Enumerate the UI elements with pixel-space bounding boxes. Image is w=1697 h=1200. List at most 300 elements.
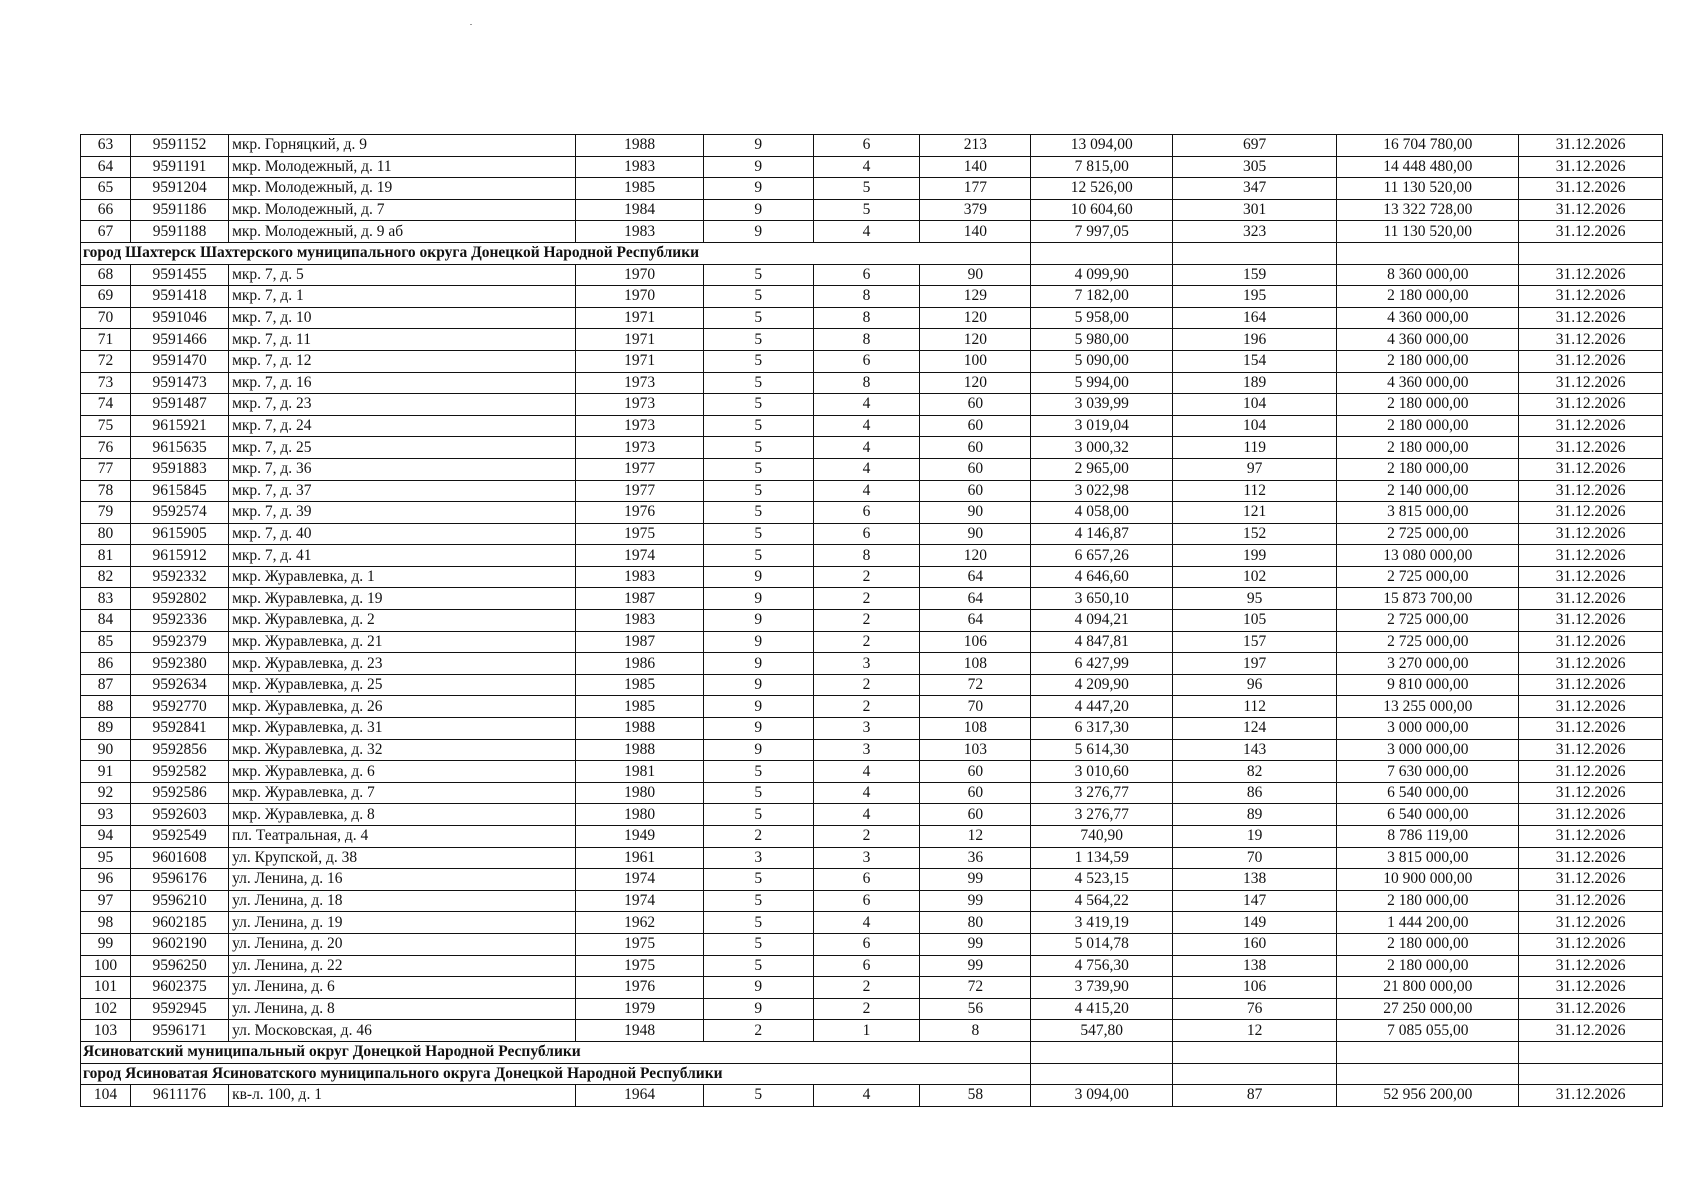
cell-area: 4 099,90	[1031, 264, 1173, 286]
cell-apartments: 177	[920, 178, 1031, 200]
cell-apartments: 103	[920, 739, 1031, 761]
cell-deadline: 31.12.2026	[1519, 221, 1663, 243]
cell-building-id: 9591191	[131, 156, 229, 178]
cell-building-id: 9591466	[131, 329, 229, 351]
cell-residents: 199	[1172, 545, 1336, 567]
cell-building-id: 9592582	[131, 761, 229, 783]
cell-building-id: 9602185	[131, 912, 229, 934]
cell-floors: 5	[703, 458, 813, 480]
cell-floors: 5	[703, 480, 813, 502]
cell-entrances: 4	[813, 394, 920, 416]
cell-entrances: 4	[813, 1085, 920, 1107]
cell-address: ул. Ленина, д. 6	[229, 977, 576, 999]
cell-residents: 152	[1172, 523, 1336, 545]
cell-deadline: 31.12.2026	[1519, 566, 1663, 588]
cell-entrances: 8	[813, 372, 920, 394]
cell-residents: 82	[1172, 761, 1336, 783]
cell-area: 13 094,00	[1031, 135, 1173, 157]
cell-address: мкр. Журавлевка, д. 31	[229, 718, 576, 740]
cell-floors: 9	[703, 739, 813, 761]
housing-register-table	[80, 134, 1663, 1107]
cell-residents: 159	[1172, 264, 1336, 286]
table-row	[81, 178, 1663, 200]
cell-building-id: 9592379	[131, 631, 229, 653]
cell-area: 7 815,00	[1031, 156, 1173, 178]
cell-building-id: 9591455	[131, 264, 229, 286]
table-row	[81, 135, 1663, 157]
cell-apartments: 8	[920, 1020, 1031, 1042]
table-row	[81, 761, 1663, 783]
cell-building-id: 9591186	[131, 199, 229, 221]
cell-row-number: 91	[81, 761, 131, 783]
cell-address: мкр. Журавлевка, д. 8	[229, 804, 576, 826]
cell-building-id: 9592770	[131, 696, 229, 718]
cell-address: мкр. 7, д. 24	[229, 415, 576, 437]
cell-entrances: 2	[813, 566, 920, 588]
cell-year-built: 1984	[576, 199, 703, 221]
cell-deadline: 31.12.2026	[1519, 502, 1663, 524]
cell-cost: 1 444 200,00	[1337, 912, 1519, 934]
cell-row-number: 102	[81, 998, 131, 1020]
cell-deadline: 31.12.2026	[1519, 912, 1663, 934]
cell-entrances: 8	[813, 545, 920, 567]
cell-cost: 2 180 000,00	[1337, 350, 1519, 372]
cell-address: мкр. 7, д. 39	[229, 502, 576, 524]
cell-entrances: 8	[813, 329, 920, 351]
cell-residents: 160	[1172, 933, 1336, 955]
empty-cell	[1519, 1063, 1663, 1085]
cell-cost: 7 085 055,00	[1337, 1020, 1519, 1042]
cell-area: 4 847,81	[1031, 631, 1173, 653]
cell-entrances: 2	[813, 588, 920, 610]
cell-address: мкр. Журавлевка, д. 19	[229, 588, 576, 610]
cell-area: 3 276,77	[1031, 782, 1173, 804]
cell-building-id: 9601608	[131, 847, 229, 869]
cell-apartments: 99	[920, 890, 1031, 912]
table-row	[81, 264, 1663, 286]
cell-building-id: 9602190	[131, 933, 229, 955]
cell-cost: 3 000 000,00	[1337, 739, 1519, 761]
cell-entrances: 8	[813, 286, 920, 308]
cell-address: ул. Ленина, д. 20	[229, 933, 576, 955]
cell-cost: 4 360 000,00	[1337, 372, 1519, 394]
cell-residents: 119	[1172, 437, 1336, 459]
cell-year-built: 1987	[576, 631, 703, 653]
cell-deadline: 31.12.2026	[1519, 782, 1663, 804]
cell-deadline: 31.12.2026	[1519, 955, 1663, 977]
cell-residents: 86	[1172, 782, 1336, 804]
cell-row-number: 78	[81, 480, 131, 502]
cell-area: 3 094,00	[1031, 1085, 1173, 1107]
table-row	[81, 955, 1663, 977]
cell-apartments: 60	[920, 480, 1031, 502]
cell-area: 4 447,20	[1031, 696, 1173, 718]
empty-cell	[1031, 1063, 1173, 1085]
cell-floors: 5	[703, 1085, 813, 1107]
cell-address: мкр. Журавлевка, д. 2	[229, 610, 576, 632]
cell-area: 3 000,32	[1031, 437, 1173, 459]
table-row	[81, 329, 1663, 351]
cell-year-built: 1970	[576, 264, 703, 286]
cell-building-id: 9591473	[131, 372, 229, 394]
cell-deadline: 31.12.2026	[1519, 329, 1663, 351]
cell-row-number: 74	[81, 394, 131, 416]
cell-cost: 11 130 520,00	[1337, 221, 1519, 243]
table-row	[81, 782, 1663, 804]
cell-floors: 5	[703, 502, 813, 524]
cell-address: пл. Театральная, д. 4	[229, 826, 576, 848]
cell-cost: 13 322 728,00	[1337, 199, 1519, 221]
cell-deadline: 31.12.2026	[1519, 696, 1663, 718]
cell-apartments: 120	[920, 307, 1031, 329]
empty-cell	[1031, 1041, 1173, 1063]
cell-year-built: 1985	[576, 696, 703, 718]
cell-row-number: 73	[81, 372, 131, 394]
cell-cost: 8 360 000,00	[1337, 264, 1519, 286]
cell-cost: 10 900 000,00	[1337, 869, 1519, 891]
cell-address: мкр. Журавлевка, д. 7	[229, 782, 576, 804]
cell-area: 3 039,99	[1031, 394, 1173, 416]
cell-entrances: 2	[813, 610, 920, 632]
cell-floors: 5	[703, 890, 813, 912]
cell-year-built: 1980	[576, 804, 703, 826]
empty-cell	[1172, 1041, 1336, 1063]
cell-year-built: 1973	[576, 394, 703, 416]
cell-apartments: 64	[920, 610, 1031, 632]
cell-apartments: 90	[920, 264, 1031, 286]
cell-row-number: 104	[81, 1085, 131, 1107]
empty-cell	[1337, 1041, 1519, 1063]
cell-area: 12 526,00	[1031, 178, 1173, 200]
cell-floors: 9	[703, 199, 813, 221]
cell-year-built: 1949	[576, 826, 703, 848]
cell-deadline: 31.12.2026	[1519, 1020, 1663, 1042]
cell-building-id: 9592574	[131, 502, 229, 524]
cell-apartments: 99	[920, 955, 1031, 977]
cell-building-id: 9615912	[131, 545, 229, 567]
cell-address: мкр. 7, д. 10	[229, 307, 576, 329]
cell-building-id: 9615635	[131, 437, 229, 459]
cell-building-id: 9591487	[131, 394, 229, 416]
cell-floors: 9	[703, 998, 813, 1020]
cell-cost: 2 180 000,00	[1337, 415, 1519, 437]
table-row	[81, 933, 1663, 955]
cell-residents: 89	[1172, 804, 1336, 826]
cell-cost: 3 815 000,00	[1337, 502, 1519, 524]
cell-residents: 195	[1172, 286, 1336, 308]
cell-cost: 11 130 520,00	[1337, 178, 1519, 200]
cell-entrances: 6	[813, 264, 920, 286]
section-header-row	[81, 1063, 1663, 1085]
cell-year-built: 1988	[576, 135, 703, 157]
cell-address: мкр. 7, д. 36	[229, 458, 576, 480]
cell-apartments: 58	[920, 1085, 1031, 1107]
cell-residents: 105	[1172, 610, 1336, 632]
table-row	[81, 199, 1663, 221]
cell-floors: 9	[703, 610, 813, 632]
cell-apartments: 90	[920, 502, 1031, 524]
cell-cost: 9 810 000,00	[1337, 674, 1519, 696]
cell-floors: 5	[703, 523, 813, 545]
cell-row-number: 76	[81, 437, 131, 459]
cell-floors: 5	[703, 912, 813, 934]
scan-speck	[470, 24, 472, 25]
cell-row-number: 77	[81, 458, 131, 480]
cell-cost: 2 725 000,00	[1337, 566, 1519, 588]
cell-deadline: 31.12.2026	[1519, 480, 1663, 502]
cell-address: мкр. 7, д. 25	[229, 437, 576, 459]
cell-building-id: 9615921	[131, 415, 229, 437]
cell-cost: 21 800 000,00	[1337, 977, 1519, 999]
cell-deadline: 31.12.2026	[1519, 588, 1663, 610]
cell-apartments: 379	[920, 199, 1031, 221]
cell-row-number: 98	[81, 912, 131, 934]
cell-building-id: 9591470	[131, 350, 229, 372]
cell-area: 3 650,10	[1031, 588, 1173, 610]
cell-address: ул. Крупской, д. 38	[229, 847, 576, 869]
cell-row-number: 86	[81, 653, 131, 675]
table-row	[81, 890, 1663, 912]
empty-cell	[1519, 242, 1663, 264]
cell-floors: 9	[703, 156, 813, 178]
cell-floors: 9	[703, 178, 813, 200]
cell-deadline: 31.12.2026	[1519, 545, 1663, 567]
cell-cost: 4 360 000,00	[1337, 329, 1519, 351]
cell-deadline: 31.12.2026	[1519, 307, 1663, 329]
cell-apartments: 80	[920, 912, 1031, 934]
cell-floors: 9	[703, 718, 813, 740]
cell-building-id: 9592549	[131, 826, 229, 848]
cell-building-id: 9592945	[131, 998, 229, 1020]
cell-address: ул. Московская, д. 46	[229, 1020, 576, 1042]
cell-deadline: 31.12.2026	[1519, 869, 1663, 891]
cell-cost: 14 448 480,00	[1337, 156, 1519, 178]
cell-apartments: 60	[920, 415, 1031, 437]
cell-row-number: 75	[81, 415, 131, 437]
cell-row-number: 70	[81, 307, 131, 329]
cell-cost: 2 180 000,00	[1337, 890, 1519, 912]
cell-cost: 2 180 000,00	[1337, 955, 1519, 977]
cell-deadline: 31.12.2026	[1519, 998, 1663, 1020]
cell-address: ул. Ленина, д. 18	[229, 890, 576, 912]
cell-deadline: 31.12.2026	[1519, 718, 1663, 740]
cell-floors: 5	[703, 307, 813, 329]
cell-building-id: 9591188	[131, 221, 229, 243]
cell-deadline: 31.12.2026	[1519, 199, 1663, 221]
cell-residents: 112	[1172, 480, 1336, 502]
cell-year-built: 1983	[576, 221, 703, 243]
cell-area: 4 146,87	[1031, 523, 1173, 545]
cell-address: мкр. 7, д. 5	[229, 264, 576, 286]
cell-cost: 27 250 000,00	[1337, 998, 1519, 1020]
cell-row-number: 68	[81, 264, 131, 286]
cell-address: мкр. Журавлевка, д. 1	[229, 566, 576, 588]
cell-area: 5 090,00	[1031, 350, 1173, 372]
cell-deadline: 31.12.2026	[1519, 631, 1663, 653]
cell-residents: 138	[1172, 955, 1336, 977]
cell-entrances: 1	[813, 1020, 920, 1042]
cell-year-built: 1971	[576, 350, 703, 372]
cell-address: мкр. Журавлевка, д. 23	[229, 653, 576, 675]
cell-floors: 5	[703, 782, 813, 804]
cell-year-built: 1985	[576, 178, 703, 200]
table-row	[81, 350, 1663, 372]
cell-building-id: 9592380	[131, 653, 229, 675]
cell-deadline: 31.12.2026	[1519, 826, 1663, 848]
cell-year-built: 1976	[576, 977, 703, 999]
cell-area: 2 965,00	[1031, 458, 1173, 480]
cell-area: 3 010,60	[1031, 761, 1173, 783]
cell-floors: 9	[703, 221, 813, 243]
cell-apartments: 60	[920, 458, 1031, 480]
cell-address: мкр. Журавлевка, д. 32	[229, 739, 576, 761]
cell-cost: 16 704 780,00	[1337, 135, 1519, 157]
cell-residents: 97	[1172, 458, 1336, 480]
table-row	[81, 739, 1663, 761]
cell-cost: 2 180 000,00	[1337, 286, 1519, 308]
cell-residents: 157	[1172, 631, 1336, 653]
cell-residents: 138	[1172, 869, 1336, 891]
cell-year-built: 1983	[576, 156, 703, 178]
section-title: город Шахтерск Шахтерского муниципального округа Донецкой Народной Республики	[81, 242, 1031, 264]
cell-year-built: 1973	[576, 372, 703, 394]
cell-residents: 12	[1172, 1020, 1336, 1042]
cell-address: мкр. 7, д. 37	[229, 480, 576, 502]
cell-residents: 147	[1172, 890, 1336, 912]
cell-building-id: 9592603	[131, 804, 229, 826]
cell-building-id: 9592332	[131, 566, 229, 588]
empty-cell	[1031, 242, 1173, 264]
cell-entrances: 6	[813, 350, 920, 372]
cell-cost: 8 786 119,00	[1337, 826, 1519, 848]
cell-entrances: 8	[813, 307, 920, 329]
table-row	[81, 372, 1663, 394]
cell-cost: 3 270 000,00	[1337, 653, 1519, 675]
cell-entrances: 2	[813, 998, 920, 1020]
cell-residents: 149	[1172, 912, 1336, 934]
cell-address: мкр. Горняцкий, д. 9	[229, 135, 576, 157]
table-row	[81, 286, 1663, 308]
cell-entrances: 6	[813, 933, 920, 955]
cell-entrances: 2	[813, 826, 920, 848]
cell-building-id: 9591046	[131, 307, 229, 329]
cell-cost: 6 540 000,00	[1337, 782, 1519, 804]
cell-row-number: 96	[81, 869, 131, 891]
cell-deadline: 31.12.2026	[1519, 653, 1663, 675]
cell-address: мкр. 7, д. 40	[229, 523, 576, 545]
cell-cost: 2 725 000,00	[1337, 631, 1519, 653]
cell-floors: 9	[703, 674, 813, 696]
table-row	[81, 631, 1663, 653]
cell-floors: 2	[703, 1020, 813, 1042]
cell-address: мкр. Молодежный, д. 11	[229, 156, 576, 178]
cell-row-number: 94	[81, 826, 131, 848]
cell-apartments: 60	[920, 761, 1031, 783]
cell-area: 3 276,77	[1031, 804, 1173, 826]
cell-area: 4 523,15	[1031, 869, 1173, 891]
cell-floors: 9	[703, 631, 813, 653]
cell-entrances: 4	[813, 782, 920, 804]
cell-year-built: 1975	[576, 523, 703, 545]
cell-cost: 15 873 700,00	[1337, 588, 1519, 610]
cell-address: мкр. Молодежный, д. 7	[229, 199, 576, 221]
cell-residents: 121	[1172, 502, 1336, 524]
cell-deadline: 31.12.2026	[1519, 523, 1663, 545]
cell-address: мкр. Молодежный, д. 9 аб	[229, 221, 576, 243]
cell-deadline: 31.12.2026	[1519, 847, 1663, 869]
table-row	[81, 545, 1663, 567]
cell-address: мкр. 7, д. 12	[229, 350, 576, 372]
cell-address: мкр. Молодежный, д. 19	[229, 178, 576, 200]
cell-area: 5 958,00	[1031, 307, 1173, 329]
cell-floors: 3	[703, 847, 813, 869]
cell-floors: 9	[703, 696, 813, 718]
cell-building-id: 9591152	[131, 135, 229, 157]
cell-area: 6 317,30	[1031, 718, 1173, 740]
cell-row-number: 97	[81, 890, 131, 912]
cell-area: 3 022,98	[1031, 480, 1173, 502]
cell-area: 4 058,00	[1031, 502, 1173, 524]
cell-cost: 7 630 000,00	[1337, 761, 1519, 783]
cell-row-number: 69	[81, 286, 131, 308]
cell-area: 3 739,90	[1031, 977, 1173, 999]
cell-apartments: 60	[920, 804, 1031, 826]
cell-apartments: 12	[920, 826, 1031, 848]
cell-row-number: 85	[81, 631, 131, 653]
section-title: город Ясиноватая Ясиноватского муниципального округа Донецкой Народной Республики	[81, 1063, 1031, 1085]
cell-area: 5 980,00	[1031, 329, 1173, 351]
cell-residents: 106	[1172, 977, 1336, 999]
cell-deadline: 31.12.2026	[1519, 415, 1663, 437]
cell-row-number: 95	[81, 847, 131, 869]
cell-row-number: 84	[81, 610, 131, 632]
cell-residents: 697	[1172, 135, 1336, 157]
cell-entrances: 4	[813, 415, 920, 437]
table-row	[81, 869, 1663, 891]
cell-row-number: 72	[81, 350, 131, 372]
cell-floors: 5	[703, 869, 813, 891]
cell-apartments: 72	[920, 977, 1031, 999]
cell-entrances: 6	[813, 135, 920, 157]
cell-entrances: 4	[813, 437, 920, 459]
cell-building-id: 9592841	[131, 718, 229, 740]
cell-area: 5 614,30	[1031, 739, 1173, 761]
cell-entrances: 5	[813, 178, 920, 200]
cell-year-built: 1981	[576, 761, 703, 783]
cell-cost: 2 725 000,00	[1337, 610, 1519, 632]
cell-floors: 5	[703, 761, 813, 783]
cell-building-id: 9592634	[131, 674, 229, 696]
cell-area: 4 564,22	[1031, 890, 1173, 912]
cell-residents: 95	[1172, 588, 1336, 610]
cell-floors: 5	[703, 394, 813, 416]
cell-residents: 19	[1172, 826, 1336, 848]
cell-building-id: 9615845	[131, 480, 229, 502]
table-row	[81, 458, 1663, 480]
cell-address: мкр. 7, д. 41	[229, 545, 576, 567]
cell-row-number: 66	[81, 199, 131, 221]
cell-cost: 2 180 000,00	[1337, 394, 1519, 416]
cell-building-id: 9591418	[131, 286, 229, 308]
cell-year-built: 1971	[576, 307, 703, 329]
cell-row-number: 71	[81, 329, 131, 351]
cell-deadline: 31.12.2026	[1519, 674, 1663, 696]
cell-residents: 96	[1172, 674, 1336, 696]
table-row	[81, 523, 1663, 545]
cell-area: 1 134,59	[1031, 847, 1173, 869]
cell-entrances: 4	[813, 912, 920, 934]
cell-year-built: 1971	[576, 329, 703, 351]
